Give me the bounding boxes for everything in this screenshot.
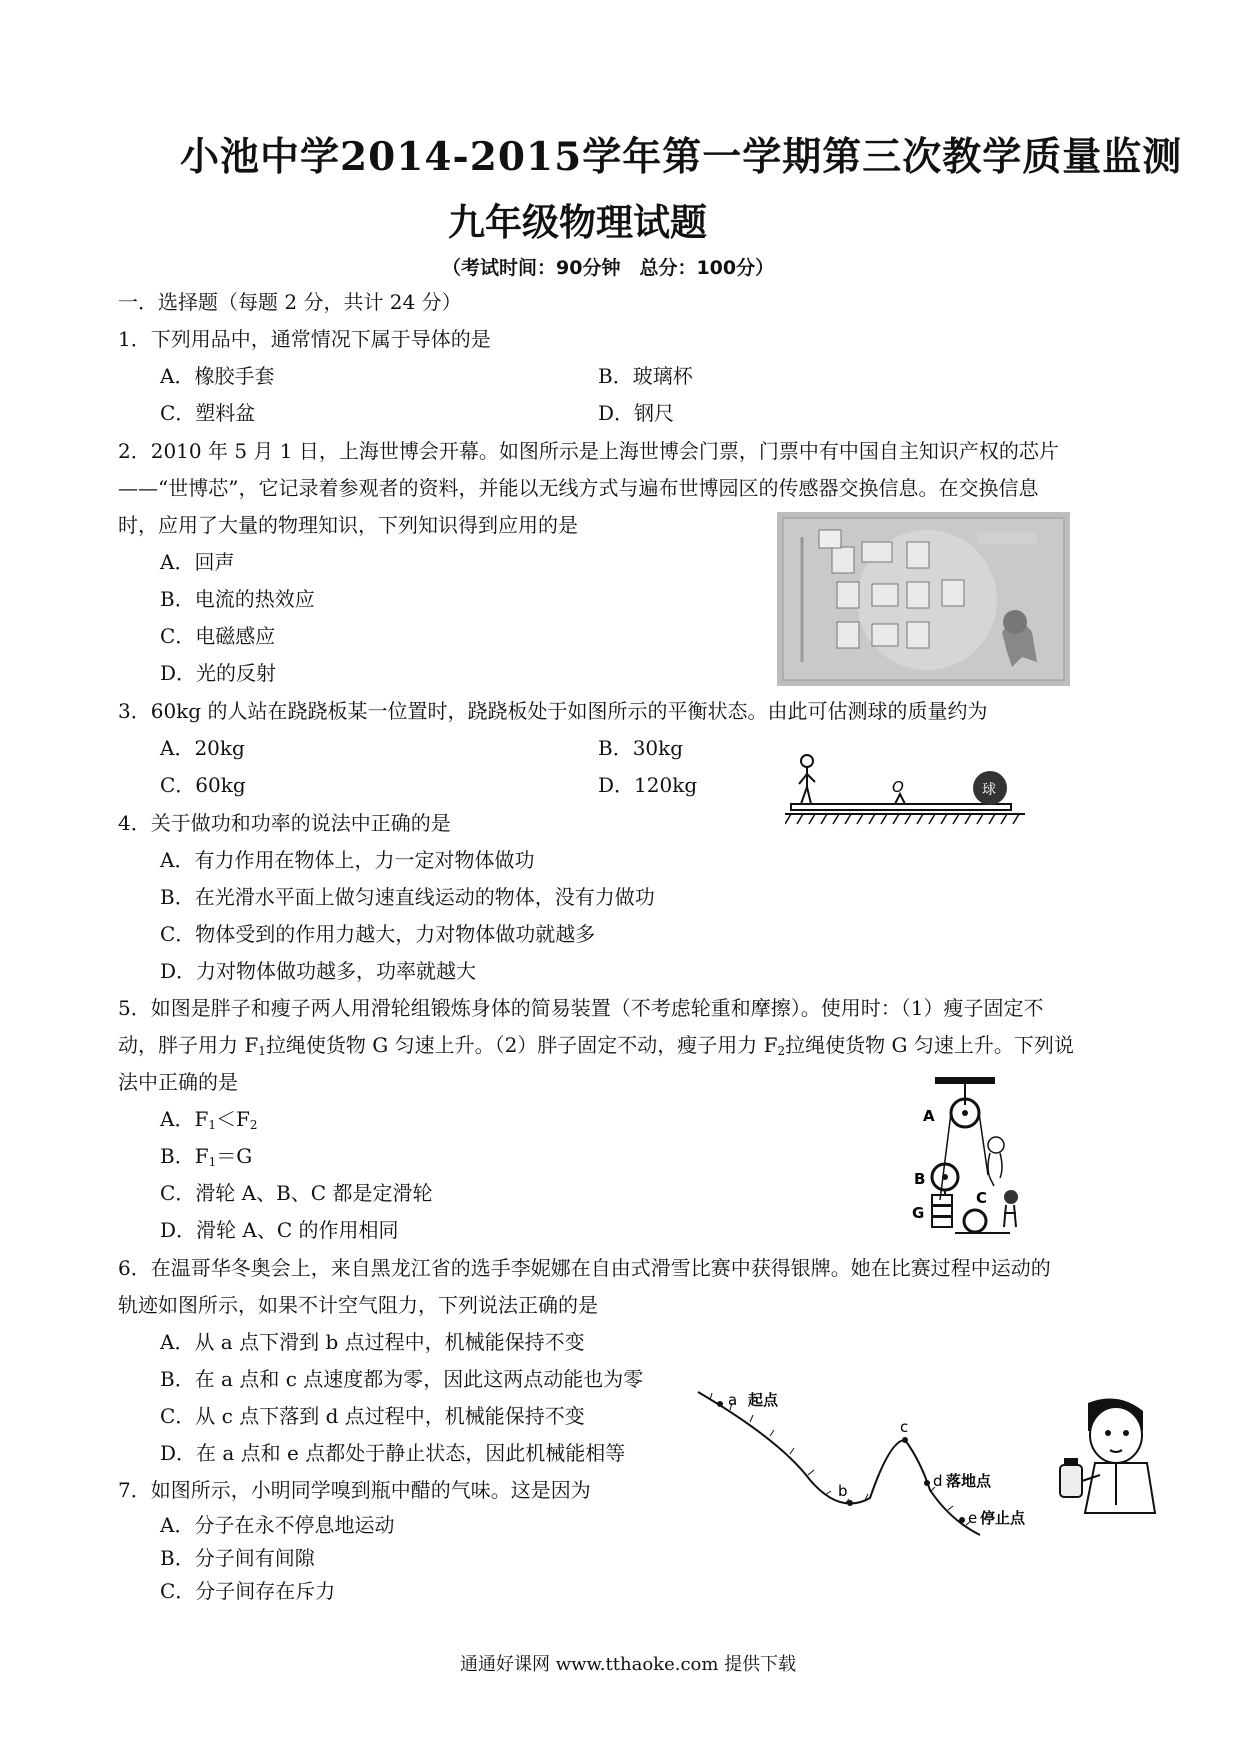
- q7-option-a: A．分子在永不停息地运动: [160, 1513, 395, 1537]
- start-point-label: 起点: [748, 1391, 779, 1409]
- pulley-diagram: [900, 1075, 1050, 1240]
- q6-line2: 轨迹如图所示，如果不计空气阻力，下列说法正确的是: [118, 1293, 598, 1317]
- q7-option-b: B．分子间有间隙: [160, 1546, 315, 1570]
- footer-source: 通通好课网 www.tthaoke.com 提供下载: [460, 1654, 797, 1675]
- q5-option-c: C．滑轮 A、B、C 都是定滑轮: [160, 1181, 433, 1205]
- pulley-a-label: A: [923, 1107, 935, 1125]
- section-heading: 一．选择题（每题 2 分，共计 24 分）: [118, 290, 462, 314]
- q7-stem: 7．如图所示，小明同学嗅到瓶中醋的气味。这是因为: [118, 1478, 591, 1502]
- expo-ticket-image: [777, 512, 1070, 686]
- q4-option-b: B．在光滑水平面上做匀速直线运动的物体，没有力做功: [160, 885, 655, 909]
- seesaw-pivot-label: O: [892, 778, 904, 796]
- landing-point-label: 落地点: [946, 1472, 992, 1490]
- q2-option-c: C．电磁感应: [160, 624, 276, 648]
- weight-g-label: G: [912, 1204, 925, 1222]
- q1-option-a: A．橡胶手套: [160, 364, 275, 388]
- pulley-b-label: B: [914, 1170, 926, 1188]
- q3-stem: 3．60kg 的人站在跷跷板某一位置时，跷跷板处于如图所示的平衡状态。由此可估测球的质量约为: [118, 699, 988, 723]
- q2-line3: 时，应用了大量的物理知识，下列知识得到应用的是: [118, 513, 578, 537]
- q1-stem: 1．下列用品中，通常情况下属于导体的是: [118, 327, 491, 351]
- q5-line3: 法中正确的是: [118, 1070, 238, 1094]
- q3-option-b: B．30kg: [598, 736, 684, 760]
- pulley-c-label: C: [976, 1189, 988, 1207]
- q6-option-a: A．从 a 点下滑到 b 点过程中，机械能保持不变: [160, 1330, 585, 1354]
- q4-stem: 4．关于做功和功率的说法中正确的是: [118, 811, 451, 835]
- q4-option-c: C．物体受到的作用力越大，力对物体做功就越多: [160, 922, 596, 946]
- q1-option-b: B．玻璃杯: [598, 364, 693, 388]
- q6-option-b: B．在 a 点和 c 点速度都为零，因此这两点动能也为零: [160, 1367, 644, 1391]
- q5-option-b: B．$F_1=G$: [160, 1144, 253, 1169]
- point-c-label: c: [900, 1418, 909, 1436]
- q4-option-d: D．力对物体做功越多，功率就越大: [160, 959, 477, 983]
- q3-option-d: D．120kg: [598, 773, 698, 797]
- q5-option-d: D．滑轮 A、C 的作用相同: [160, 1218, 399, 1242]
- q1-option-d: D．钢尺: [598, 401, 675, 425]
- q5-line2: 动，胖子用力 $F_1$拉绳使货物 G 匀速上升。（2）胖子固定不动，瘦子用力 $F_2$拉绳使货物 G 匀速上升。下列说: [118, 1033, 1074, 1058]
- seesaw-diagram: [785, 752, 1025, 832]
- q1-option-c: C．塑料盆: [160, 401, 256, 425]
- exam-info: （考试时间：90分钟 总分：100分）: [442, 257, 775, 279]
- q4-option-a: A．有力作用在物体上，力一定对物体做功: [160, 848, 535, 872]
- ski-trajectory-diagram: [690, 1380, 1030, 1545]
- q5-option-a: A．$F_1<F_2$: [160, 1107, 258, 1132]
- q3-option-a: A．20kg: [160, 736, 245, 760]
- q6-option-d: D．在 a 点和 e 点都处于静止状态，因此机械能相等: [160, 1441, 626, 1465]
- seesaw-ball-label: 球: [982, 782, 996, 798]
- point-e-label: e: [968, 1509, 978, 1527]
- point-b-label: b: [838, 1482, 848, 1500]
- q5-line1: 5．如图是胖子和瘦子两人用滑轮组锻炼身体的简易装置（不考虑轮重和摩擦）。使用时：（1）瘦子固定不: [118, 996, 1044, 1020]
- q2-option-a: A．回声: [160, 550, 235, 574]
- stop-point-label: 停止点: [980, 1509, 1026, 1527]
- q3-option-c: C．60kg: [160, 773, 246, 797]
- q6-option-c: C．从 c 点下落到 d 点过程中，机械能保持不变: [160, 1404, 585, 1428]
- exam-subtitle: 九年级物理试题: [448, 200, 707, 244]
- boy-smelling-bottle-image: [1050, 1395, 1160, 1520]
- q2-line1: 2．2010 年 5 月 1 日，上海世博会开幕。如图所示是上海世博会门票，门票中有中国自主知识产权的芯片: [118, 439, 1059, 463]
- q2-option-b: B．电流的热效应: [160, 587, 315, 611]
- point-a-label: a: [728, 1391, 738, 1409]
- q2-line2: ——“世博芯”，它记录着参观者的资料，并能以无线方式与遍布世博园区的传感器交换信息。在交换信息: [118, 476, 1039, 500]
- point-d-label: d: [933, 1472, 943, 1490]
- q6-line1: 6．在温哥华冬奥会上，来自黑龙江省的选手李妮娜在自由式滑雪比赛中获得银牌。她在比赛过程中运动的: [118, 1256, 1051, 1280]
- q7-option-c: C．分子间存在斥力: [160, 1579, 336, 1603]
- q2-option-d: D．光的反射: [160, 661, 277, 685]
- exam-title: 小池中学2014-2015学年第一学期第三次教学质量监测: [180, 134, 1183, 180]
